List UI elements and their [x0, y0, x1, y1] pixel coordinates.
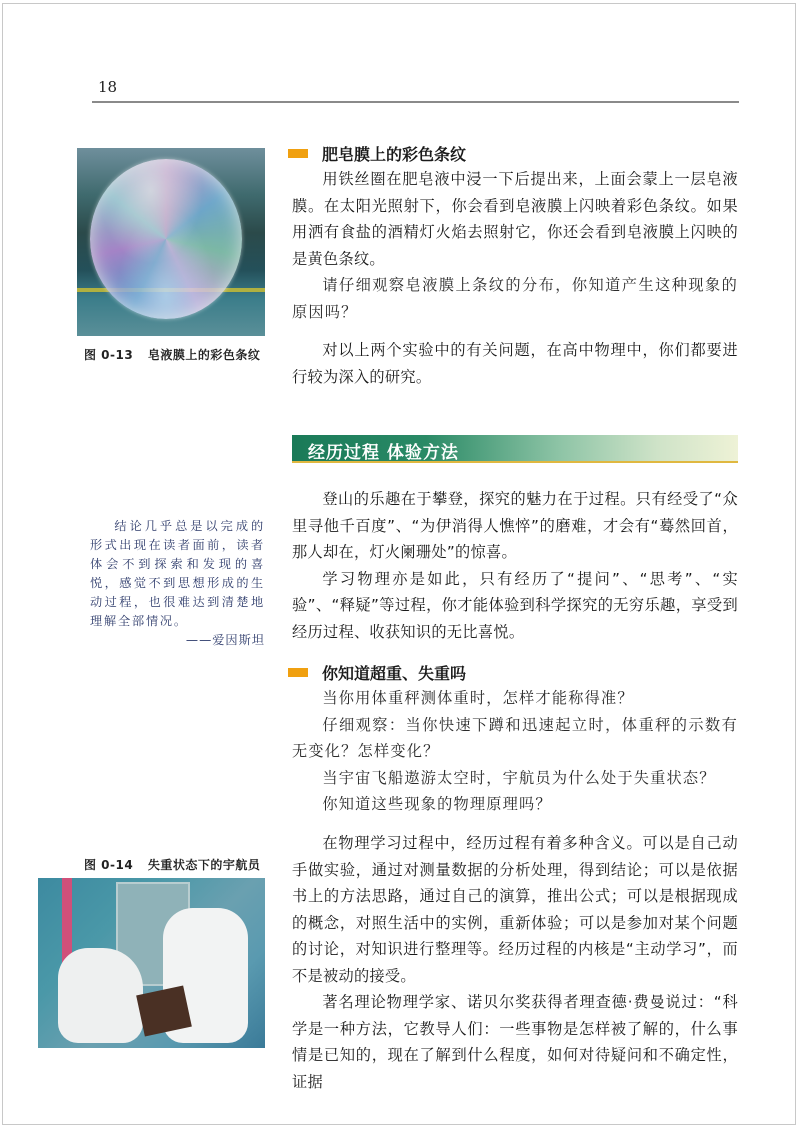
section-weight — [292, 661, 738, 818]
sidebar-quote — [90, 517, 265, 650]
paragraph-question: 你知道这些现象的物理原理吗？ — [322, 795, 552, 813]
section-meaning — [292, 830, 738, 1095]
soap-bubble-photo — [77, 148, 265, 336]
figure-number: 图 0-14 — [84, 858, 134, 872]
subheading-weight — [288, 661, 738, 683]
quote-text: 结论几乎总是以完成的形式出现在读者面前，读者体会不到探索和发现的喜悦，感觉不到思想形成的生动过程，也很难达到清楚地理解全部情况。 — [90, 519, 265, 628]
paragraph: 在物理学习过程中，经历过程有着多种含义。可以是自己动手做实验，通过对测量数据的分析处理，得到结论；可以是依据书上的方法思路，通过自己的演算，推出公式；可以是根据现成的概念，对照生活中的实例，重新体验；可以是参加对某个问题的讨论，对知识进行整理等。经历过程的内核是“主动学习”，而不是被动的接受。 — [292, 834, 738, 985]
heading-marker-icon — [288, 668, 308, 677]
heading-marker-icon — [288, 149, 308, 158]
summary-block — [292, 337, 738, 390]
soap-bubble — [90, 159, 242, 319]
figure-caption-0-13 — [84, 346, 260, 363]
page-number: 18 — [98, 78, 118, 96]
quote-author: ——爱因斯坦 — [185, 633, 265, 647]
section-banner-title: 经历过程 体验方法 — [308, 443, 459, 463]
section-soap-film — [292, 142, 738, 325]
figure-caption-text: 皂液膜上的彩色条纹 — [147, 348, 261, 362]
paragraph-question: 仔细观察：当你快速下蹲和迅速起立时，体重秤的示数有无变化？怎样变化？ — [292, 715, 738, 760]
astronaut-left — [58, 948, 143, 1043]
header-rule — [92, 101, 739, 103]
figure-caption-text: 失重状态下的宇航员 — [147, 858, 261, 872]
paragraph: 著名理论物理学家、诺贝尔奖获得者理查德·费曼说过：“科学是一种方法，它教导人们：一些事物是怎样被了解的，什么事情是已知的，现在了解到什么程度，如何对待疑问和不确定性，证据 — [292, 993, 738, 1091]
section-process — [292, 486, 738, 645]
figure-number: 图 0-13 — [84, 348, 134, 362]
subheading-text: 肥皂膜上的彩色条纹 — [322, 144, 467, 164]
subheading-soap-film — [288, 142, 738, 164]
summary-paragraph: 对以上两个实验中的有关问题，在高中物理中，你们都要进行较为深入的研究。 — [292, 341, 738, 386]
astronauts-weightless-photo — [38, 878, 265, 1048]
paragraph-question: 当你用体重秤测体重时，怎样才能称得准？ — [322, 689, 634, 707]
paragraph-question: 当宇宙飞船遨游太空时，宇航员为什么处于失重状态？ — [322, 768, 716, 787]
paragraph: 登山的乐趣在于攀登，探究的魅力在于过程。只有经受了“众里寻他千百度”、“为伊消得人憔悴”的磨难，才会有“蓦然回首，那人却在，灯火阑珊处”的惊喜。 — [292, 490, 738, 561]
paragraph: 用铁丝圈在肥皂液中浸一下后提出来，上面会蒙上一层皂液膜。在太阳光照射下，你会看到皂液膜上闪映着彩色条纹。如果用洒有食盐的酒精灯火焰去照射它，你还会看到皂液膜上闪映的是黄色条纹。 — [292, 170, 738, 268]
subheading-text: 你知道超重、失重吗 — [322, 663, 467, 683]
paragraph: 学习物理亦是如此，只有经历了“提问”、“思考”、“实验”、“释疑”等过程，你才能体验到科学探究的无穷乐趣，享受到经历过程、收获知识的无比喜悦。 — [292, 569, 738, 641]
figure-caption-0-14 — [84, 856, 260, 873]
paragraph-question: 请仔细观察皂液膜上条纹的分布，你知道产生这种现象的原因吗？ — [292, 276, 738, 321]
section-banner — [292, 435, 738, 463]
